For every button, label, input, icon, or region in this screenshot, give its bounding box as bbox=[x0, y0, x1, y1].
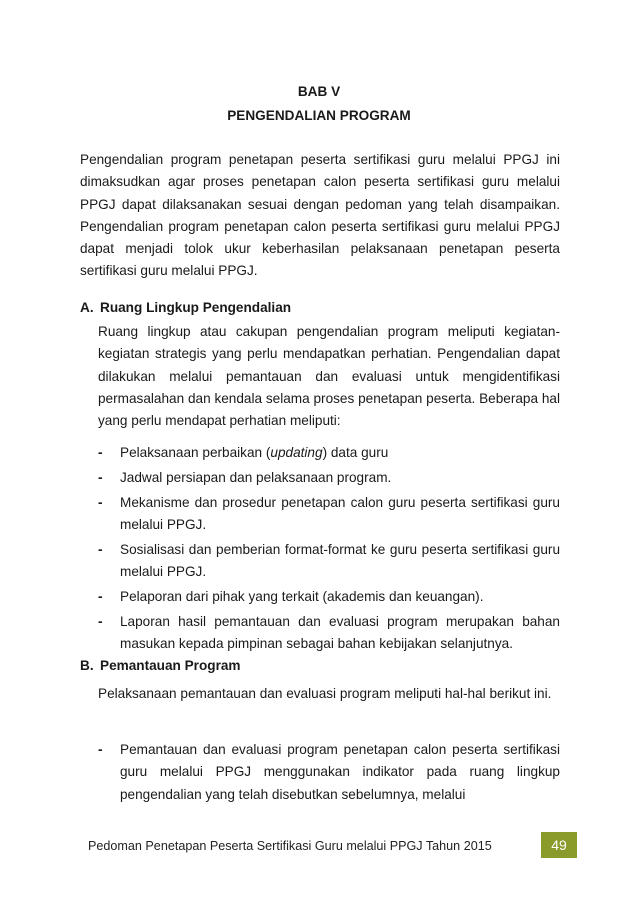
list-item bbox=[98, 442, 560, 464]
bullet-dash: - bbox=[98, 494, 103, 510]
section-a-title: Ruang Lingkup Pengendalian bbox=[100, 300, 292, 315]
bullet-dash: - bbox=[98, 541, 103, 557]
page-number-badge: 49 bbox=[541, 832, 577, 858]
list-item-text: Laporan hasil pemantauan dan evaluasi program merupakan bahan masukan kepada pimpinan sebagai bahan kebijakan selanjutnya. bbox=[120, 613, 560, 651]
section-b-title: Pemantauan Program bbox=[100, 658, 241, 673]
bullet-dash: - bbox=[98, 613, 103, 629]
list-item-text: Pemantauan dan evaluasi program penetapan calon peserta sertifikasi guru melalui PPGJ menggunakan indikator pada ruang lingkup pengendalian yang telah disebutkan sebelumnya, melalui bbox=[120, 742, 560, 802]
section-b-list bbox=[98, 739, 560, 808]
section-b-heading bbox=[80, 655, 241, 677]
intro-paragraph: Pengendalian program penetapan peserta sertifikasi guru melalui PPGJ ini dimaksudkan agar proses penetapan calon peserta sertifikasi guru melalui PPGJ dapat dilaksanakan sesuai dengan pedoman yang telah disampaikan. Pengendalian program penetapan calon peserta sertifikasi guru melalui PPGJ dapat menjadi tolok ukur keberhasilan pelaksanaan penetapan peserta sertifikasi guru melalui PPGJ. bbox=[80, 152, 560, 279]
section-a-list bbox=[98, 442, 560, 658]
list-item bbox=[98, 586, 560, 608]
chapter-heading: PENGENDALIAN PROGRAM bbox=[227, 108, 411, 123]
section-a-paragraph: Ruang lingkup atau cakupan pengendalian program meliputi kegiatan-kegiatan strategis yang perlu mendapatkan perhatian. Pengendalian dapat dilakukan melalui pemantauan dan evaluasi untuk mengidentifikasi permasalahan dan kendala selama proses penetapan peserta. Beberapa hal yang perlu mendapat perhatian meliputi: bbox=[98, 324, 560, 429]
list-item-text: Sosialisasi dan pemberian format-format ke guru peserta sertifikasi guru melalui PPGJ. bbox=[120, 541, 560, 579]
bullet-dash: - bbox=[98, 588, 103, 604]
bullet-dash: - bbox=[98, 742, 103, 757]
list-item-text-end: ) data guru bbox=[322, 445, 389, 460]
section-a-heading bbox=[80, 297, 291, 319]
list-item-text: Mekanisme dan prosedur penetapan calon guru peserta sertifikasi guru melalui PPGJ. bbox=[120, 494, 560, 532]
list-item bbox=[98, 611, 560, 656]
list-item bbox=[98, 739, 560, 806]
list-item-text-start: Pelaksanaan perbaikan ( bbox=[120, 445, 271, 460]
chapter-title bbox=[0, 80, 638, 128]
list-item bbox=[98, 467, 560, 489]
section-b-letter: B. bbox=[80, 658, 94, 673]
section-a-letter: A. bbox=[80, 300, 94, 315]
chapter-number: BAB V bbox=[297, 84, 341, 99]
footer-title: Pedoman Penetapan Peserta Sertifikasi Guru melalui PPGJ Tahun 2015 bbox=[88, 839, 492, 853]
section-b-paragraph: Pelaksanaan pemantauan dan evaluasi program meliputi hal-hal berikut ini. bbox=[98, 686, 552, 701]
bullet-dash: - bbox=[98, 469, 103, 485]
bullet-dash: - bbox=[98, 445, 103, 460]
list-item-text: Pelaporan dari pihak yang terkait (akademis dan keuangan). bbox=[120, 588, 484, 604]
list-item bbox=[98, 539, 560, 584]
list-item bbox=[98, 492, 560, 537]
list-item-text: Jadwal persiapan dan pelaksanaan program. bbox=[120, 469, 392, 485]
list-item-italic: updating bbox=[270, 445, 323, 460]
